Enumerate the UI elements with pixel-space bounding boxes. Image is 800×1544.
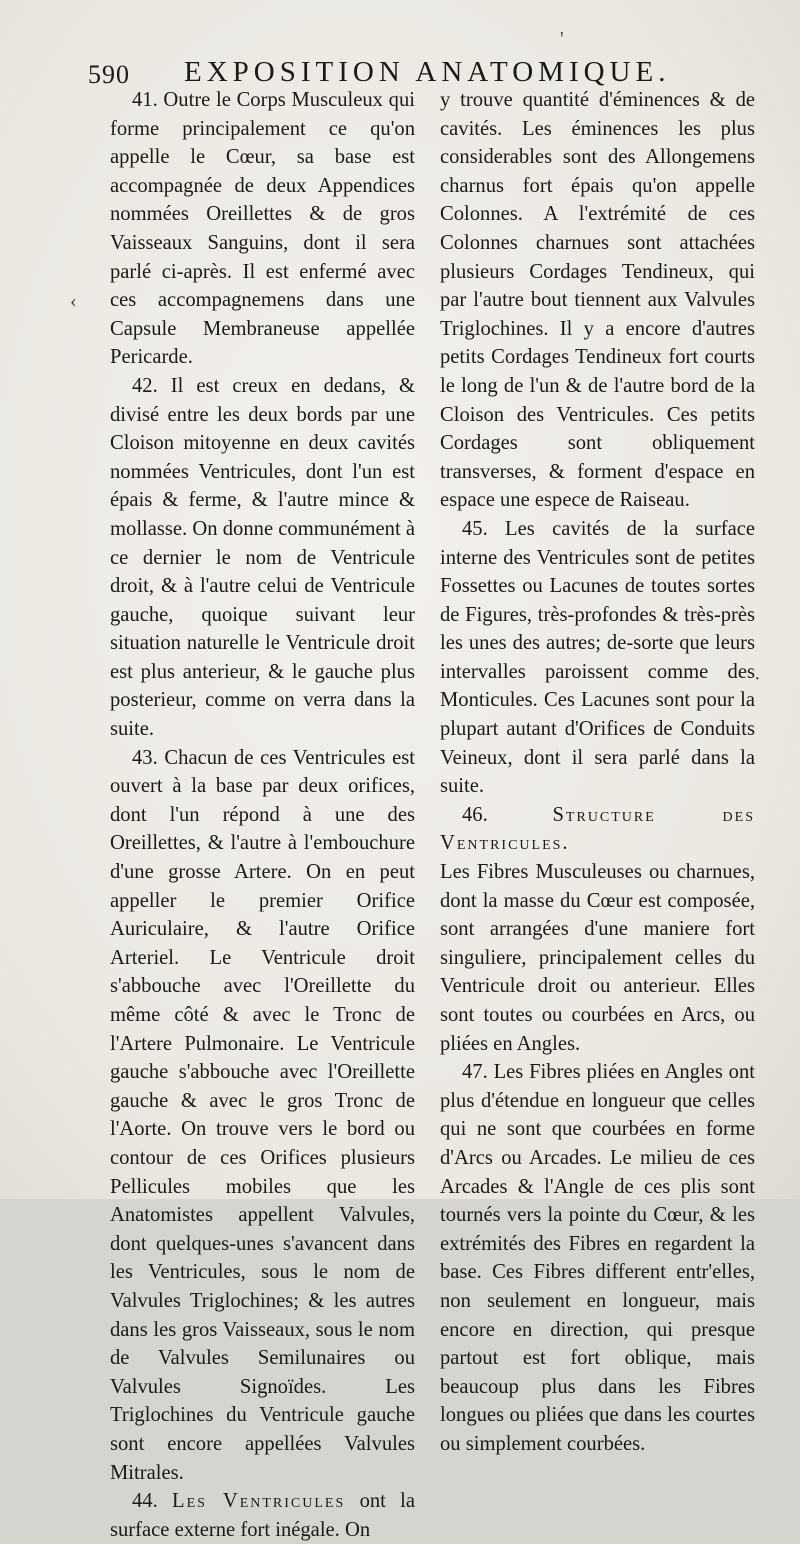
- paragraph-44-heading: Les Ventricules: [172, 1490, 346, 1513]
- running-title: EXPOSITION ANATOMIQUE.: [184, 56, 671, 88]
- paragraph-46-number: 46.: [462, 803, 488, 826]
- left-column: [110, 86, 415, 1544]
- paragraph-44-number: 44.: [132, 1490, 158, 1513]
- ink-mark-right-margin: ·: [754, 668, 761, 690]
- right-column: [440, 86, 755, 1459]
- paragraph-42: 42. Il est creux en dedans, & divisé entre les deux bords par une Cloison mitoyenne en deux cavités nommées Ventricules, dont l'un est épais & ferme, & l'autre mince & mollasse. On donne communément à ce dernier le nom de Ventricule droit, & à l'autre celui de Ventricule gauche, quoique suivant leur situation naturelle le Ventricule droit est plus anterieur, & le gauche plus posterieur, comme on verra dans la suite.: [110, 374, 415, 741]
- paragraph-46: Les Fibres Musculeuses ou charnues, dont la masse du Cœur est composée, sont arrangées d'une maniere fort singuliere, principalement celles du Ventricule droit ou anterieur. Elles sont toutes ou courbées en Arcs, ou pliées en Angles.: [440, 861, 755, 1055]
- paragraph-44-text: ont la surface externe fort inégale. On: [110, 1490, 416, 1541]
- paragraph-47: 47. Les Fibres pliées en Angles ont plus d'étendue en longueur que celles qui ne sont que courbées en forme d'Arcs ou Arcades. Le milieu de ces Arcades & l'Angle de ces plis sont tournés vers la pointe du Cœur, & les extrémités des Fibres en regardent la base. Ces Fibres different entr'elles, non seulement en longueur, mais encore en direction, qui presque partout est fort oblique, mais beaucoup plus dans les Fibres longues ou pliées que dans les courtes ou simplement courbées.: [440, 1061, 755, 1455]
- paragraph-44-continued: y trouve quantité d'éminences & de cavités. Les éminences les plus considerables sont des Allongemens charnus fort épais qu'on appelle Colonnes. A l'extrémité de ces Colonnes charnues sont attachées plusieurs Cordages Tendineux, qui par l'autre bout tiennent aux Valvules Triglochines. Il y a encore d'autres petits Cordages Tendineux fort courts le long de l'un & de l'autre bord de la Cloison des Ventricules. Ces petits Cordages sont obliquement transverses, & forment d'espace en espace une espece de Raiseau.: [440, 89, 755, 512]
- ink-mark-top: ': [560, 28, 564, 50]
- paragraph-41: 41. Outre le Corps Musculeux qui forme principalement ce qu'on appelle le Cœur, sa base est accompagnée de deux Appendices nommées Oreillettes & de gros Vaisseaux Sanguins, dont il sera parlé ci-après. Il est enfermé avec ces accompagnemens dans une Capsule Membraneuse appellée Pericarde.: [110, 89, 415, 369]
- section-heading-46: [440, 801, 755, 858]
- paragraph-46-heading: Structure des Ventricules.: [440, 803, 755, 855]
- paragraph-45: 45. Les cavités de la surface interne des Ventricules sont de petites Fossettes ou Lacunes de toutes sortes de Figures, très-profondes & très-près les unes des autres; de-sorte que leurs intervalles paroissent comme des Monticules. Ces Lacunes sont pour la plupart autant d'Orifices de Conduits Veineux, dont il sera parlé dans la suite.: [440, 517, 755, 798]
- ink-mark-left-margin: ‹: [70, 290, 77, 312]
- paragraph-43: 43. Chacun de ces Ventricules est ouvert à la base par deux orifices, dont l'un répond à une des Oreillettes, & l'autre à l'embouchure d'une grosse Artere. On en peut appeller le premier Orifice Auriculaire, & l'autre Orifice Arteriel. Le Ventricule droit s'abbouche avec l'Oreillette du même côté & avec le Tronc de l'Artere Pulmonaire. Le Ventricule gauche s'abbouche avec l'Oreillette gauche & avec le gros Tronc de l'Aorte. On trouve vers le bord ou contour de ces Orifices plusieurs Pellicules mobiles que les Anatomistes appellent Valvules, dont quelques-unes s'avancent dans les Ventricules, sous le nom de Valvules Triglochines; & les autres dans les gros Vaisseaux, sous le nom de Valvules Semilunaires ou Valvules Signoïdes. Les Triglochines du Ventricule gauche sont encore appellées Valvules Mitrales.: [110, 746, 415, 1484]
- paragraph-44-start: [110, 1487, 415, 1544]
- page-number: 590: [88, 60, 130, 89]
